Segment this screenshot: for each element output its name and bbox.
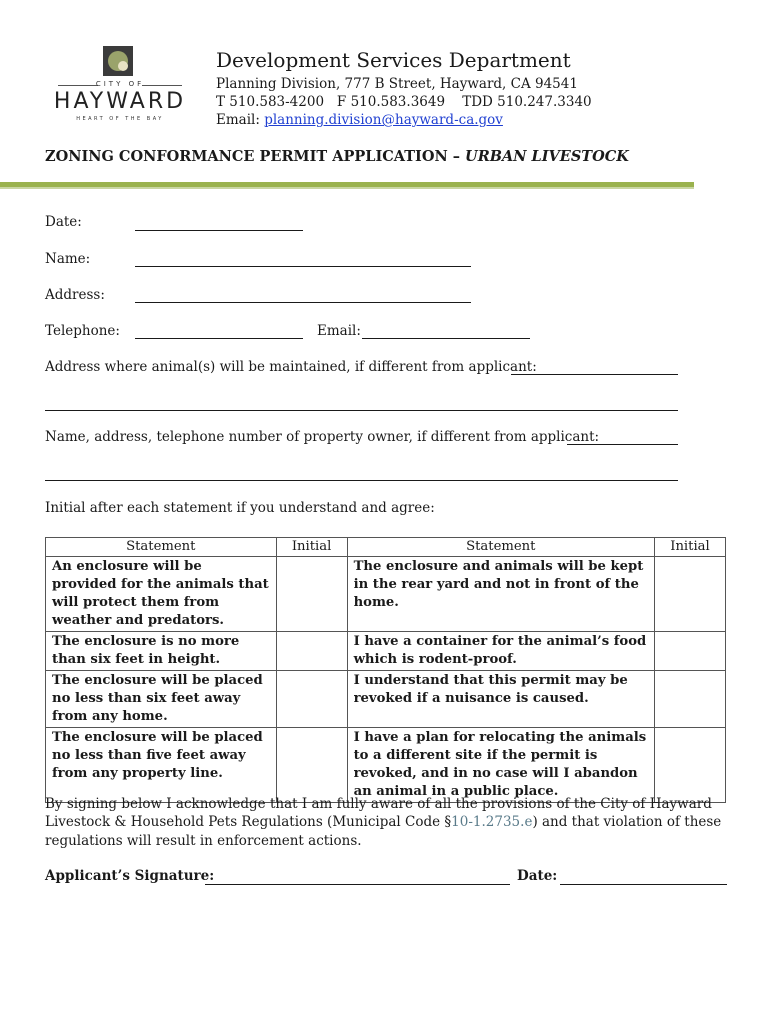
telephone-field[interactable] xyxy=(135,338,303,339)
owner-field-line2[interactable] xyxy=(45,480,678,481)
table-header-row xyxy=(46,538,726,557)
statement-cell: I have a container for the animal’s food which is rodent-proof. xyxy=(347,632,654,671)
acknowledgement-after: ) and that violation of these regulations will result in enforcement actions. xyxy=(45,814,722,849)
name-field[interactable] xyxy=(135,266,471,267)
address-label: Address: xyxy=(45,287,105,303)
statement-cell: The enclosure and animals will be kept in the rear yard and not in front of the home. xyxy=(347,557,654,632)
signature-label: Applicant’s Signature: xyxy=(45,868,215,884)
animal-address-label: Address where animal(s) will be maintained, if different from applicant: xyxy=(45,359,537,375)
initial-box[interactable] xyxy=(655,728,726,803)
logo-tagline: HEART OF THE BAY xyxy=(76,116,164,122)
email-line xyxy=(216,112,503,128)
name-label: Name: xyxy=(45,251,91,267)
signature-field[interactable] xyxy=(205,884,510,885)
email-label: Email: xyxy=(216,112,260,128)
municipal-code-reference: 10-1.2735.e xyxy=(451,814,533,831)
initial-header-right: Initial xyxy=(655,538,726,557)
date-label: Date: xyxy=(45,214,82,230)
signature-date-label: Date: xyxy=(517,868,558,884)
table-row xyxy=(46,557,726,632)
initial-box[interactable] xyxy=(276,632,347,671)
date-field[interactable] xyxy=(135,230,303,231)
phone-numbers: T 510.583-4200 F 510.583.3649 TDD 510.247.3340 xyxy=(216,94,592,110)
form-title-main: ZONING CONFORMANCE PERMIT APPLICATION – xyxy=(45,148,466,165)
statement-cell: An enclosure will be provided for the animals that will protect them from weather and predators. xyxy=(46,557,277,632)
applicant-email-field[interactable] xyxy=(362,338,530,339)
initial-box[interactable] xyxy=(276,671,347,728)
division-address: Planning Division, 777 B Street, Hayward, CA 94541 xyxy=(216,76,578,92)
initial-box[interactable] xyxy=(655,632,726,671)
owner-field[interactable] xyxy=(567,444,678,445)
table-row xyxy=(46,671,726,728)
applicant-email-label: Email: xyxy=(317,323,361,339)
statement-cell: I understand that this permit may be revoked if a nuisance is caused. xyxy=(347,671,654,728)
city-seal-icon xyxy=(103,46,133,76)
title-divider-shadow xyxy=(0,187,694,189)
acknowledgement-before: By signing below I acknowledge that I am fully aware of all the provisions of the City of Hayward Livestock & Household Pets Regulations (Municipal Code § xyxy=(45,796,712,831)
initial-box[interactable] xyxy=(655,671,726,728)
statement-cell: The enclosure will be placed no less than six feet away from any home. xyxy=(46,671,277,728)
statement-header-right: Statement xyxy=(347,538,654,557)
statement-cell: The enclosure will be placed no less than five feet away from any property line. xyxy=(46,728,277,803)
department-title: Development Services Department xyxy=(216,48,571,72)
initial-box[interactable] xyxy=(276,557,347,632)
statement-cell: The enclosure is no more than six feet in height. xyxy=(46,632,277,671)
telephone-label: Telephone: xyxy=(45,323,120,339)
logo-hayward: HAYWARD xyxy=(53,89,187,114)
owner-label: Name, address, telephone number of property owner, if different from applicant: xyxy=(45,429,600,445)
animal-address-field[interactable] xyxy=(511,374,678,375)
animal-address-field-line2[interactable] xyxy=(45,410,678,411)
table-row xyxy=(46,632,726,671)
signature-date-field[interactable] xyxy=(560,884,727,885)
city-of-hayward-logo xyxy=(44,46,196,124)
acknowledgement-text xyxy=(45,795,725,850)
email-link[interactable]: planning.division@hayward-ca.gov xyxy=(264,112,503,128)
address-field[interactable] xyxy=(135,302,471,303)
initial-instruction: Initial after each statement if you understand and agree: xyxy=(45,500,435,516)
initial-header-left: Initial xyxy=(276,538,347,557)
statement-cell: I have a plan for relocating the animals to a different site if the permit is revoked, and in no case will I abandon an animal in a public place. xyxy=(347,728,654,803)
initial-box[interactable] xyxy=(655,557,726,632)
initial-box[interactable] xyxy=(276,728,347,803)
logo-city-of: CITY OF xyxy=(95,80,145,88)
table-row xyxy=(46,728,726,803)
form-title-emph: URBAN LIVESTOCK xyxy=(465,148,629,165)
statements-table xyxy=(45,537,726,803)
statement-header-left: Statement xyxy=(46,538,277,557)
form-title xyxy=(45,148,629,165)
